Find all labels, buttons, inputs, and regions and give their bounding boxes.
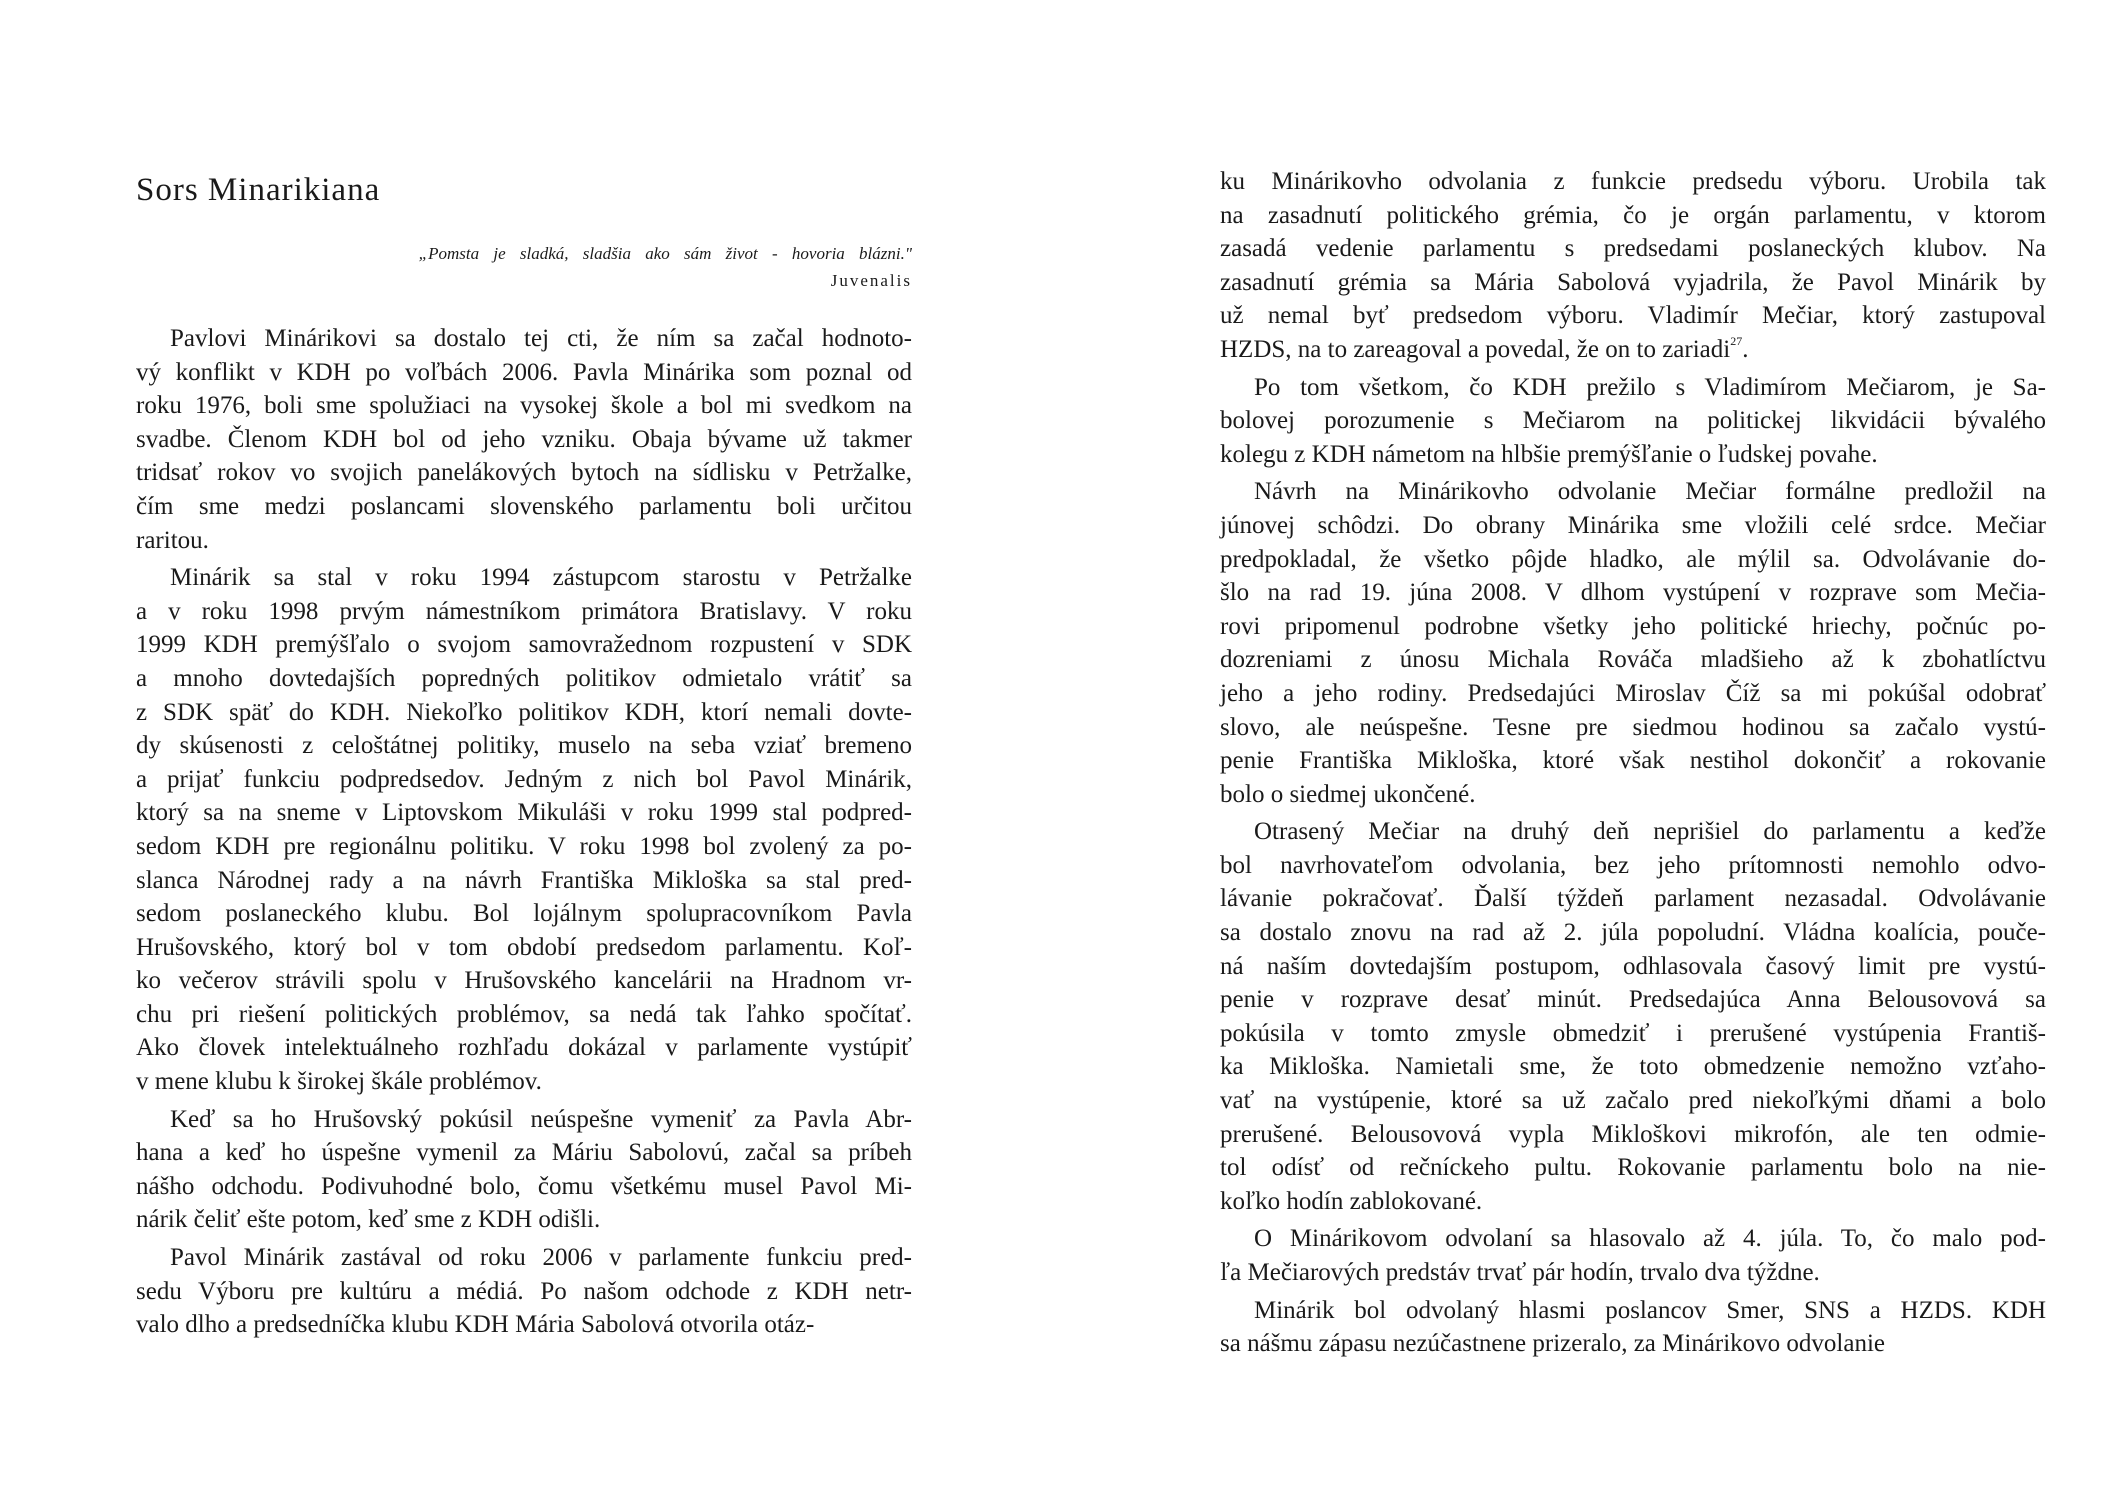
paragraph xyxy=(136,322,912,557)
text-line: slanca Národnej rady a na návrh Františka Mikloška sa stal pred- xyxy=(136,866,912,894)
text-line: koľko hodín zablokované. xyxy=(1220,1187,1483,1215)
paragraph xyxy=(1220,475,2046,811)
text-line: tridsať rokov vo svojich panelákových bytoch na sídlisku v Petržalke, xyxy=(136,459,912,487)
text-line: lávanie pokračovať. Ďalší týždeň parlament nezasadal. Odvolávanie xyxy=(1220,885,2046,913)
text-line: a mnoho dovtedajších popredných politikov odmietalo vrátiť sa xyxy=(136,664,912,692)
text-line: dozreniami z únosu Michala Rováča mladšieho až k zbohatlíctvu xyxy=(1220,646,2046,674)
text-line: rovi pripomenul podrobne všetky jeho politické hriechy, počnúc po- xyxy=(1220,612,2046,640)
text-line: Pavol Minárik zastával od roku 2006 v parlamente funkciu pred- xyxy=(170,1244,912,1272)
text-line: ľa Mečiarových predstáv trvať pár hodín, trvalo dva týždne. xyxy=(1220,1259,1820,1286)
text-line: tol odísť od rečníckeho pultu. Rokovanie parlamentu bolo na nie- xyxy=(1220,1154,2046,1182)
text-line: penie v rozprave desať minút. Predsedajúca Anna Belousovová sa xyxy=(1220,986,2046,1014)
text-line: zasadnutí grémia sa Mária Sabolová vyjadrila, že Pavol Minárik by xyxy=(1220,268,2046,296)
epigraph xyxy=(136,240,912,294)
text-line: Minárik sa stal v roku 1994 zástupcom starostu v Petržalke xyxy=(170,564,912,592)
text-line: dy skúsenosti z celoštátnej politiky, muselo na seba vziať bremeno xyxy=(136,732,912,760)
text-line: valo dlho a predsedníčka klubu KDH Mária Sabolová otvorila otáz- xyxy=(136,1311,815,1339)
text-line: O Minárikovom odvolaní sa hlasovalo až 4. júla. To, čo malo pod- xyxy=(1254,1225,2046,1253)
text-line: vať na vystúpenie, ktoré sa už začalo pred niekoľkými dňami a bolo xyxy=(1220,1087,2046,1115)
text-line: hana a keď ho úspešne vymenil za Máriu Sabolovú, začal sa príbeh xyxy=(136,1139,912,1167)
text-line: Minárik bol odvolaný hlasmi poslancov Smer, SNS a HZDS. KDH xyxy=(1254,1296,2046,1324)
text-line: Pavlovi Minárikovi sa dostalo tej cti, že ním sa začal hodnoto- xyxy=(170,325,912,352)
text-line: nárik čeliť ešte potom, keď sme z KDH odišli. xyxy=(136,1206,601,1234)
text-line: nášho odchodu. Podivuhodné bolo, čomu všetkému musel Pavol Mi- xyxy=(136,1172,912,1200)
text-line: svadbe. Členom KDH bol od jeho vzniku. Obaja bývame už takmer xyxy=(136,425,912,453)
text-line: predpokladal, že všetko pôjde hladko, ale mýlil sa. Odvolávanie do- xyxy=(1220,545,2046,573)
text-line: bol navrhovateľom odvolania, bez jeho prítomnosti nemohlo odvo- xyxy=(1220,851,2046,879)
text-line: sedom poslaneckého klubu. Bol lojálnym spolupracovníkom Pavla xyxy=(136,900,912,928)
paragraph xyxy=(1220,371,2046,472)
paragraph xyxy=(1220,1294,2046,1361)
text-line: ku Minárikovho odvolania z funkcie predsedu výboru. Urobila tak xyxy=(1220,168,2046,195)
text-line: zasadá vedenie parlamentu s predsedami poslaneckých klubov. Na xyxy=(1220,235,2046,263)
text-line: kolegu z KDH námetom na hlbšie premýšľanie o ľudskej povahe. xyxy=(1220,440,1878,468)
text-line: 1999 KDH premýšľalo o svojom samovražednom rozpustení v SDK xyxy=(136,631,912,659)
text-line: bolovej porozumenie s Mečiarom na politickej likvidácii bývalého xyxy=(1220,407,2046,435)
text-line: čím sme medzi poslancami slovenského parlamentu boli určitou xyxy=(136,492,912,520)
left-body-text xyxy=(136,322,912,1346)
text-line: slovo, ale neúspešne. Tesne pre siedmou hodinou sa začalo vystú- xyxy=(1220,713,2046,741)
footnote-tail: . xyxy=(1742,335,1749,363)
text-line: júnovej schôdzi. Do obrany Minárika sme vložili celé srdce. Mečiar xyxy=(1220,511,2046,539)
text-line: na zasadnutí politického grémia, čo je orgán parlamentu, v ktorom xyxy=(1220,201,2046,229)
text-line: šlo na rad 19. júna 2008. V dlhom vystúpení v rozprave som Mečia- xyxy=(1220,579,2046,607)
text-line: roku 1976, boli sme spolužiaci na vysokej škole a bol mi svedkom na xyxy=(136,392,912,420)
paragraph xyxy=(136,1103,912,1237)
text-line: sedom KDH pre regionálnu politiku. V roku 1998 bol zvolený za po- xyxy=(136,832,912,860)
text-line: Otrasený Mečiar na druhý deň neprišiel do parlamentu a keďže xyxy=(1254,818,2046,846)
text-line: chu pri riešení politických problémov, sa nedá tak ľahko spočítať. xyxy=(136,1000,912,1028)
paragraph xyxy=(1220,815,2046,1218)
text-line: raritou. xyxy=(136,526,209,554)
text-line: v mene klubu k širokej škále problémov. xyxy=(136,1068,542,1096)
text-line: Po tom všetkom, čo KDH prežilo s Vladimírom Mečiarom, je Sa- xyxy=(1254,373,2046,401)
epigraph-quote: „Pomsta je sladká, sladšia ako sám život - hovoria blázni." xyxy=(418,244,912,263)
paragraph xyxy=(136,561,912,1099)
text-line: sedu Výboru pre kultúru a médiá. Po našom odchode z KDH netr- xyxy=(136,1277,912,1305)
text-line: Ako človek intelektuálneho rozhľadu dokázal v parlamente vystúpiť xyxy=(136,1034,912,1062)
text-line: sa nášmu zápasu nezúčastnene prizeralo, za Minárikovo odvolanie xyxy=(1220,1330,1886,1358)
text-line: ná naším dovtedajším postupom, odhlasovala časový limit pre vystú- xyxy=(1220,952,2046,980)
text-line: Hrušovského, ktorý bol v tom období predsedom parlamentu. Koľ- xyxy=(136,933,912,961)
paragraph xyxy=(136,1241,912,1342)
epigraph-author: Juvenalis xyxy=(830,271,912,290)
text-line: z SDK späť do KDH. Niekoľko politikov KDH, ktorí nemali dovte- xyxy=(136,698,912,726)
text-line: pokúsila v tomto zmysle obmedziť i prerušené vystúpenia Františ- xyxy=(1220,1019,2046,1047)
text-line: Keď sa ho Hrušovský pokúsil neúspešne vymeniť za Pavla Abr- xyxy=(170,1105,912,1133)
footnote-marker: 27 xyxy=(1730,333,1743,348)
text-line: penie Františka Mikloška, ktoré však nestihol dokončiť a rokovanie xyxy=(1220,747,2046,775)
text-line: Návrh na Minárikovho odvolanie Mečiar formálne predložil na xyxy=(1254,478,2046,506)
text-line: HZDS, na to zareagoval a povedal, že on to zariadi$^{27}$. xyxy=(1220,333,1749,363)
text-line: ka Mikloška. Namietali sme, že toto obmedzenie nemožno vzťaho- xyxy=(1220,1053,2046,1081)
right-body-text xyxy=(1220,165,2046,1365)
text-line: ko večerov strávili spolu v Hrušovského kancelárii na Hradnom vr- xyxy=(136,967,912,995)
text-line: vý konflikt v KDH po voľbách 2006. Pavla Minárika som poznal od xyxy=(136,358,912,386)
text-line: ktorý sa na sneme v Liptovskom Mikuláši v roku 1999 stal podpred- xyxy=(136,799,912,827)
paragraph xyxy=(1220,165,2046,367)
paragraph xyxy=(1220,1222,2046,1289)
text-line: a v roku 1998 prvým námestníkom primátora Bratislavy. V roku xyxy=(136,597,912,625)
text-line: jeho a jeho rodiny. Predsedajúci Miroslav Číž sa mi pokúšal odobrať xyxy=(1220,679,2046,707)
text-line: už nemal byť predsedom výboru. Vladimír Mečiar, ktorý zastupoval xyxy=(1220,302,2046,330)
text-line: sa dostalo znovu na rad až 2. júla popoludní. Vládna koalícia, pouče- xyxy=(1220,919,2046,947)
chapter-title: Sors Minarikiana xyxy=(136,172,381,208)
text-line: a prijať funkciu podpredsedov. Jedným z nich bol Pavol Minárik, xyxy=(136,765,912,793)
text-line: bolo o siedmej ukončené. xyxy=(1220,780,1476,808)
text-line: prerušené. Belousovová vypla Mikloškovi mikrofón, ale ten odmie- xyxy=(1220,1120,2046,1148)
